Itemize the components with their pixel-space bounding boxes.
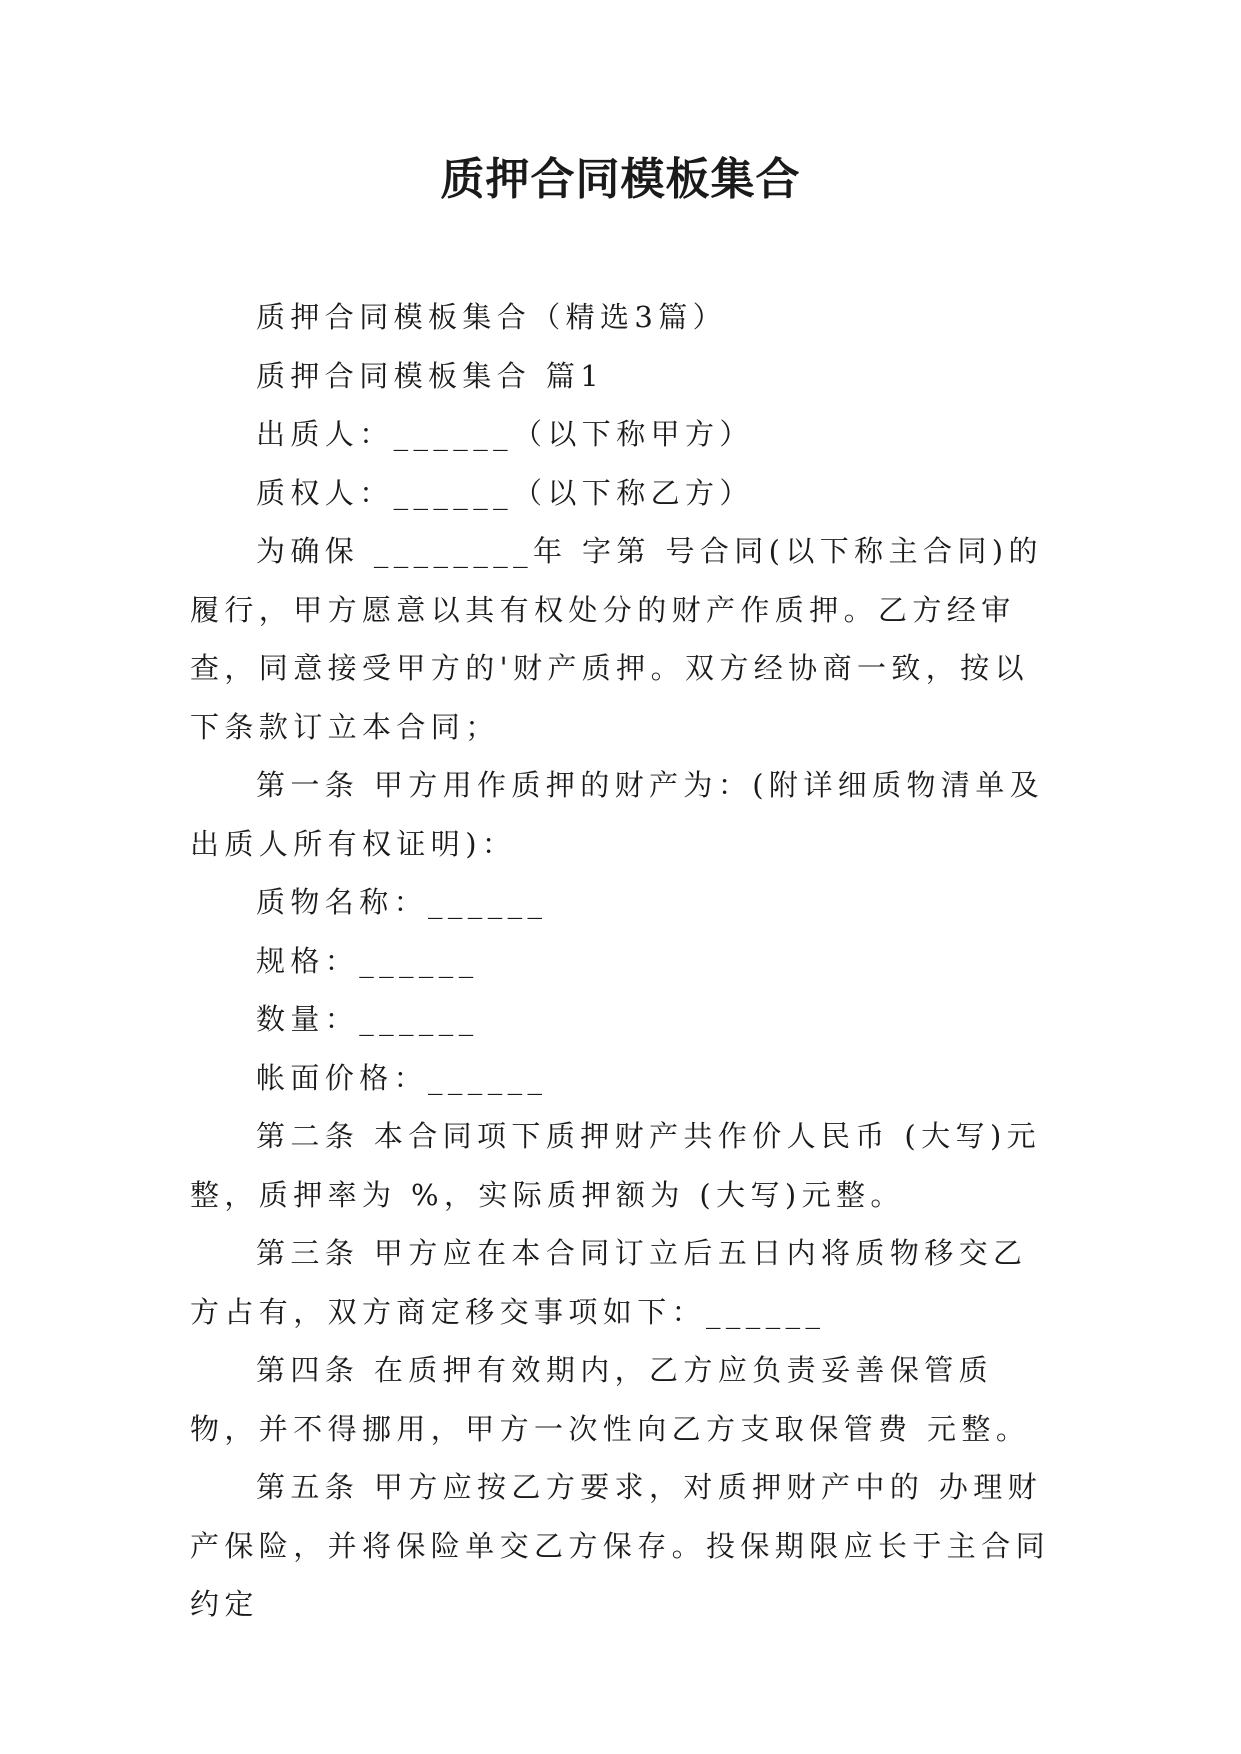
- paragraph-article-2: 第二条 本合同项下质押财产共作价人民币 (大写)元整，质押率为 %，实际质押额为 (大写)元整。: [190, 1119, 1042, 1212]
- paragraph-article-1: 第一条 甲方用作质押的财产为：(附详细质物清单及出质人所有权证明)：: [190, 768, 1045, 861]
- paragraph-article-5: 第五条 甲方应按乙方要求，对质押财产中的 办理财产保险，并将保险单交乙方保存。投保期限应长于主合同约定: [190, 1470, 1051, 1621]
- paragraph-item-book-value: 帐面价格：______: [256, 1060, 548, 1095]
- paragraph-item-spec: 规格：______: [256, 943, 479, 978]
- document-body: [190, 288, 1050, 1634]
- paragraph-preamble: 为确保 ________年 字第 号合同(以下称主合同)的履行，甲方愿意以其有权处分的财产作质押。乙方经审查，同意接受甲方的'财产质押。双方经协商一致，按以下条款订立本合同；: [190, 534, 1043, 744]
- document-title: 质押合同模板集合: [440, 154, 801, 205]
- paragraph-pledgee: 质权人：______（以下称乙方）: [256, 475, 754, 510]
- paragraph-section-heading: 质押合同模板集合 篇1: [256, 358, 605, 393]
- paragraph-article-4: 第四条 在质押有效期内，乙方应负责妥善保管质物，并不得挪用，甲方一次性向乙方支取保管费 元整。: [190, 1353, 1031, 1446]
- paragraph-pledgor: 出质人：______（以下称甲方）: [256, 417, 754, 451]
- paragraph-item-name: 质物名称：______: [256, 885, 548, 919]
- paragraph-article-3: 第三条 甲方应在本合同订立后五日内将质物移交乙方占有，双方商定移交事项如下：______: [190, 1236, 1028, 1329]
- paragraph-item-quantity: 数量：______: [256, 1002, 479, 1036]
- paragraph-subtitle: 质押合同模板集合（精选3篇）: [256, 300, 728, 334]
